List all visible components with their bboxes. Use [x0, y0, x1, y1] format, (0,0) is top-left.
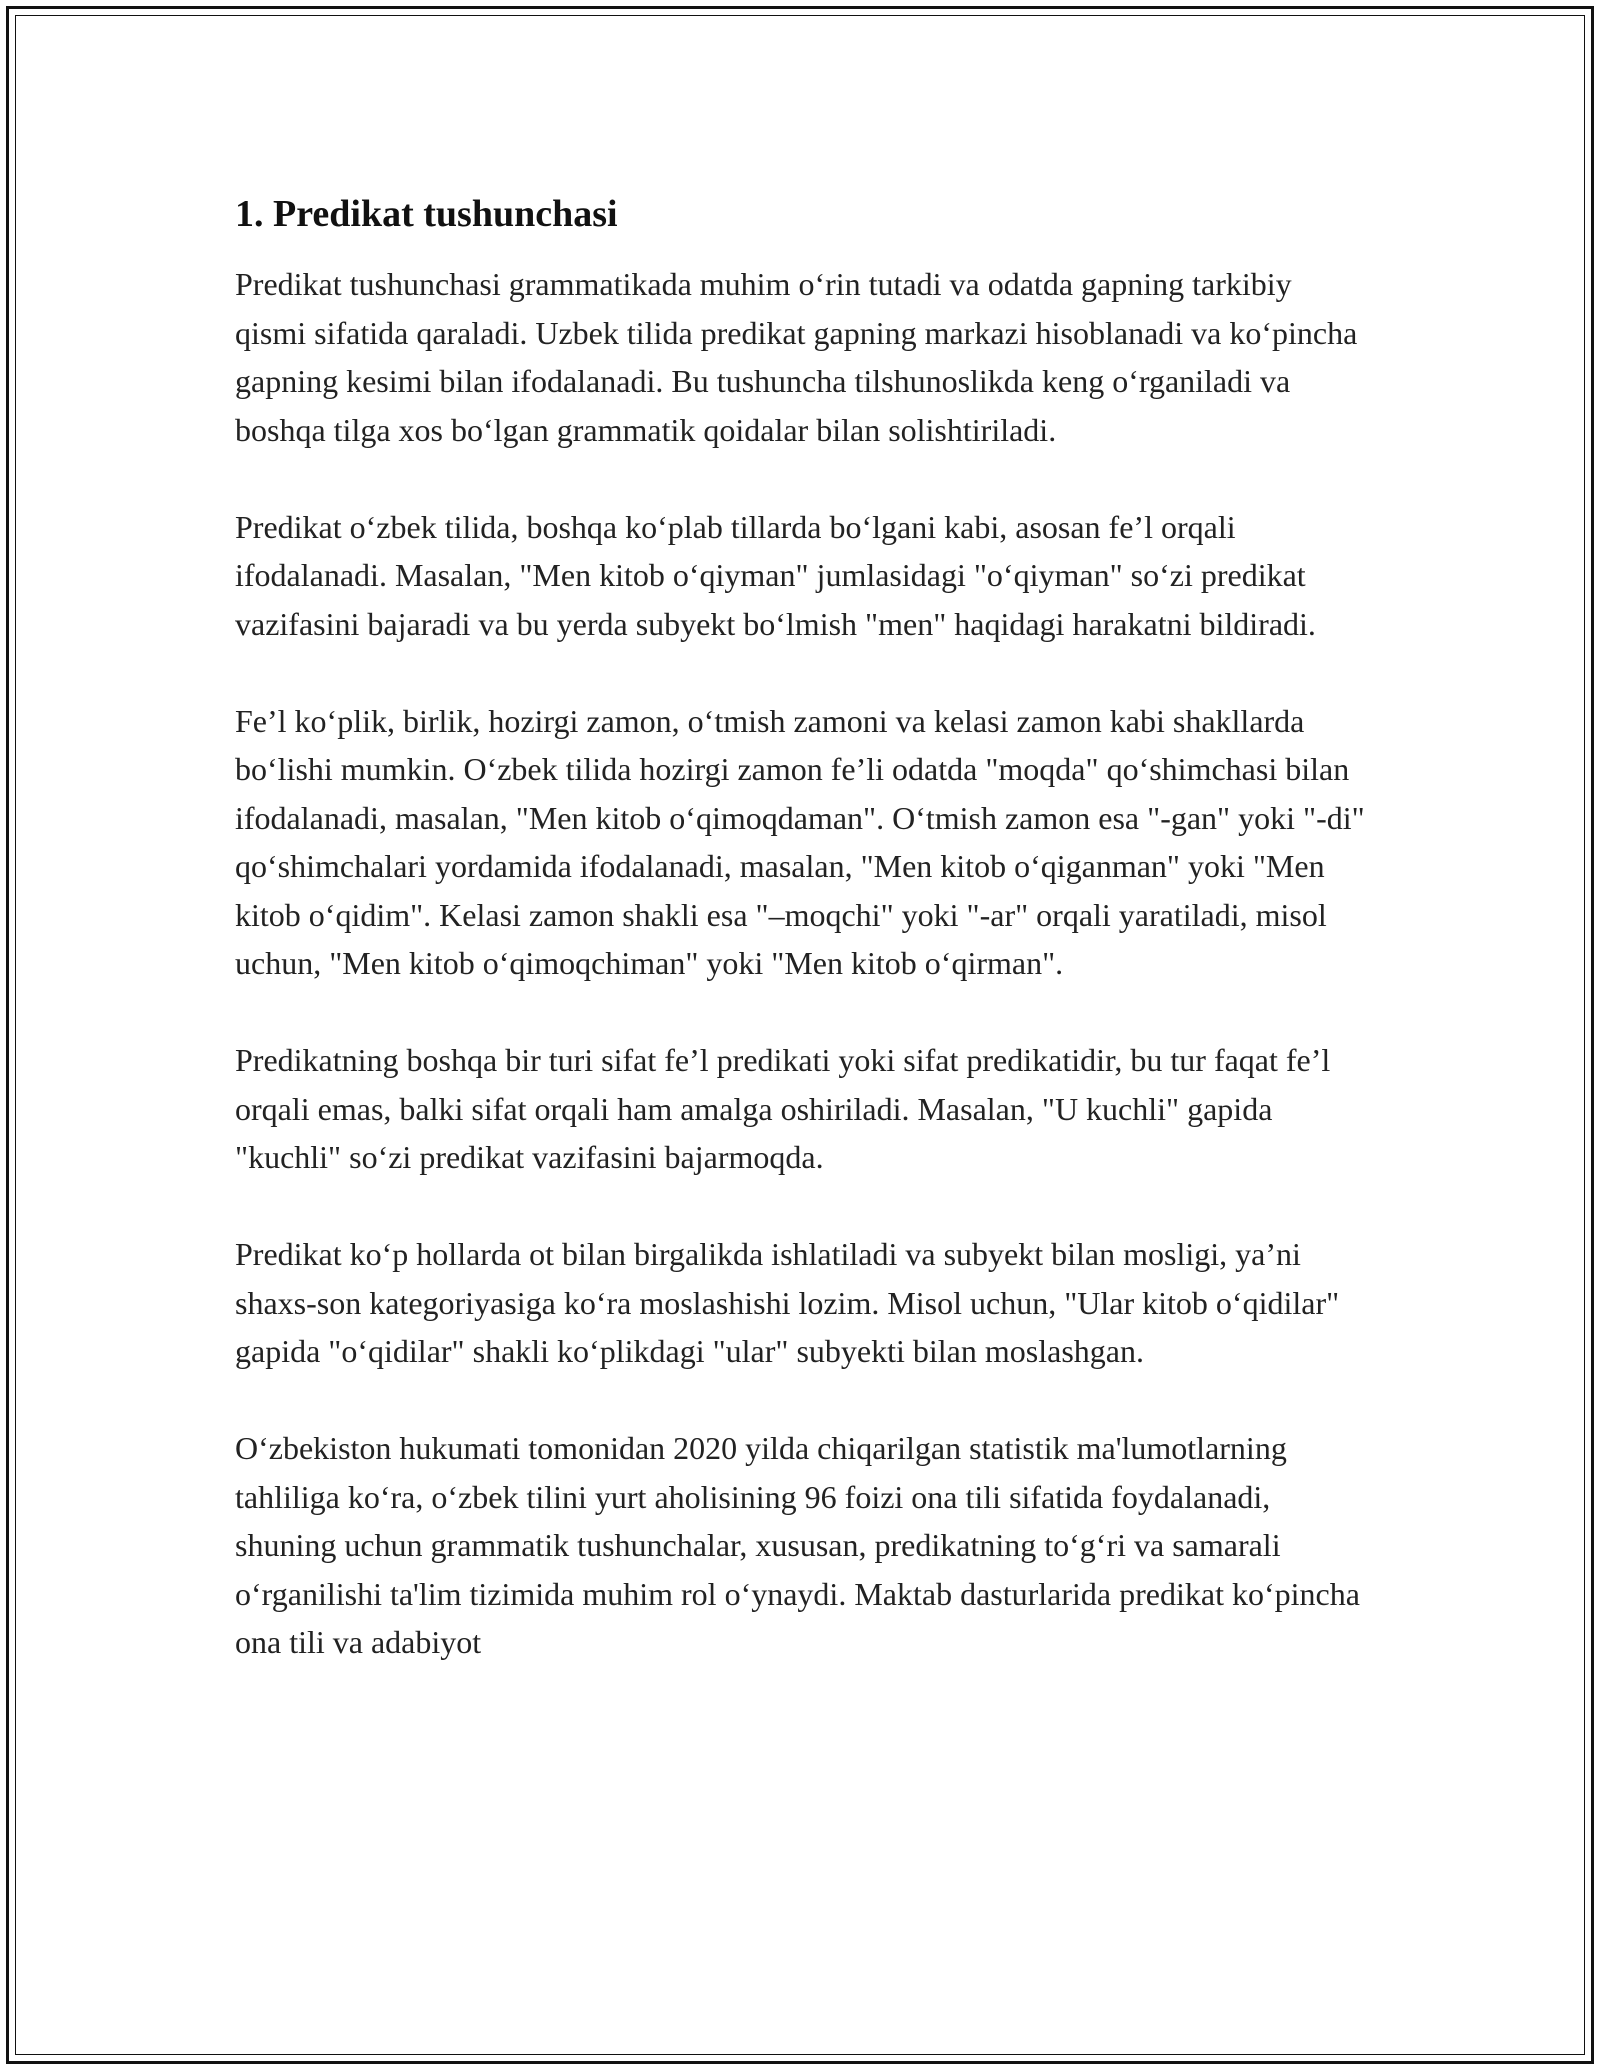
paragraph-5: Predikat ko‘p hollarda ot bilan birgalikda ishlatiladi va subyekt bilan mosligi, ya’ni shaxs-son kategoriyasiga ko‘ra moslashishi lozim. Misol uchun, "Ular kitob o‘qidilar" gapida "o‘qidilar" shakli ko‘plikdagi "ular" subyekti bilan moslashgan. — [235, 1236, 1340, 1369]
section-heading: 1. Predikat tushunchasi — [235, 193, 618, 235]
paragraph-2: Predikat o‘zbek tilida, boshqa ko‘plab tillarda bo‘lgani kabi, asosan fe’l orqali ifodalanadi. Masalan, "Men kitob o‘qiyman" jumlasidagi "o‘qiyman" so‘zi predikat vazifasini bajaradi va bu yerda subyekt bo‘lmish "men" haqidagi harakatni bildiradi. — [235, 508, 1316, 642]
document-body — [235, 188, 1365, 1715]
paragraph-4: Predikatning boshqa bir turi sifat fe’l predikati yoki sifat predikatidir, bu tur faqat fe’l orqali emas, balki sifat orqali ham amalga oshiriladi. Masalan, "U kuchli" gapida "kuchli" so‘zi predikat vazifasini bajarmoqda. — [235, 1042, 1331, 1175]
paragraph-3: Fe’l ko‘plik, birlik, hozirgi zamon, o‘tmish zamoni va kelasi zamon kabi shakllarda bo‘lishi mumkin. O‘zbek tilida hozirgi zamon fe’li odatda "moqda" qo‘shimchasi bilan ifodalanadi, masalan, "Men kitob o‘qimoqdaman". O‘tmish zamon esa "-gan" yoki "-di" qo‘shimchalari yordamida ifodalanadi, masalan, "Men kitob o‘qiganman" yoki "Men kitob o‘qidim". Kelasi zamon shakli esa "–moqchi" yoki "-ar" orqali yaratiladi, misol uchun, "Men kitob o‘qimoqchiman" yoki "Men kitob o‘qirman". — [235, 702, 1365, 981]
paragraph-1: Predikat tushunchasi grammatikada muhim o‘rin tutadi va odatda gapning tarkibiy qismi sifatida qaraladi. Uzbek tilida predikat gapning markazi hisoblanadi va ko‘pincha gapning kesimi bilan ifodalanadi. Bu tushuncha tilshunoslikda keng o‘rganiladi va boshqa tilga xos bo‘lgan grammatik qoidalar bilan solishtiriladi. — [235, 266, 1358, 448]
paragraph-6: O‘zbekiston hukumati tomonidan 2020 yilda chiqarilgan statistik ma'lumotlarning tahliliga ko‘ra, o‘zbek tilini yurt aholisining 96 foizi ona tili sifatida foydalanadi, shuning uchun grammatik tushunchalar, xususan, predikatning to‘g‘ri va samarali o‘rganilishi ta'lim tizimida muhim rol o‘ynaydi. Maktab dasturlarida predikat ko‘pincha ona tili va adabiyot — [235, 1430, 1360, 1660]
